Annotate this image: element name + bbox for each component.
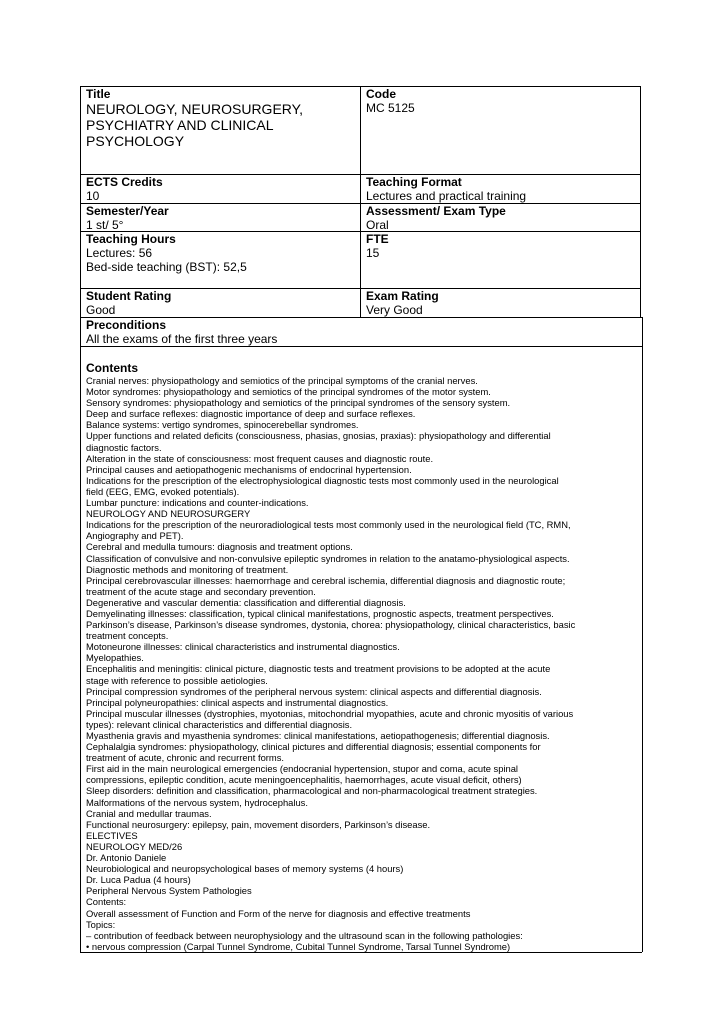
table-border-left (80, 86, 81, 952)
exam-rating-label: Exam Rating (366, 289, 439, 303)
ects-label: ECTS Credits (86, 175, 163, 189)
contents-line: – contribution of feedback between neurophysiology and the ultrasound scan in the following pathologies: (86, 929, 523, 941)
contents-line: Cephalalgia syndromes: physiopathology, clinical pictures and differential diagnosis; essential components for (86, 741, 541, 753)
assessment-label: Assessment/ Exam Type (366, 204, 506, 218)
contents-line: Cerebral and medulla tumours: diagnosis and treatment options. (86, 541, 353, 553)
contents-line: Indications for the prescription of the electrophysiological diagnostic tests most commonly used in the neurological (86, 474, 559, 486)
semester-cell (86, 204, 356, 232)
contents-line: Upper functions and related deficits (consciousness, phasias, gnosias, praxias): physiopathology and differential (86, 430, 551, 442)
teaching-hours-line: Bed-side teaching (BST): 52,5 (86, 260, 247, 274)
contents-line: treatment concepts. (86, 630, 169, 642)
contents-line: Overall assessment of Function and Form of the nerve for diagnosis and effective treatments (86, 907, 471, 919)
code-label: Code (366, 87, 396, 101)
contents-line: Encephalitis and meningitis: clinical picture, diagnostic tests and treatment provisions to be adopted at the acute (86, 663, 551, 675)
contents-line: diagnostic factors. (86, 441, 162, 453)
semester-value: 1 st/ 5° (86, 218, 124, 232)
contents-line: Myelopathies. (86, 652, 144, 664)
contents-line: Parkinson’s disease, Parkinson’s disease syndromes, dystonia, chorea: physiopathology, clinical characteristics, basic (86, 619, 576, 631)
contents-heading: Contents (86, 361, 138, 375)
exam-rating-cell (366, 289, 636, 317)
fte-value: 15 (366, 246, 380, 260)
table-column-divider (360, 86, 361, 317)
contents-line: Principal compression syndromes of the peripheral nervous system: clinical aspects and differential diagnosis. (86, 685, 542, 697)
contents-line: NEUROLOGY MED/26 (86, 840, 183, 852)
contents-line: treatment of acute, chronic and recurrent forms. (86, 752, 285, 764)
contents-line: Sensory syndromes: physiopathology and semiotics of the principal syndromes of the sensory system. (86, 397, 511, 409)
contents-line: compressions, epileptic condition, acute meningoencephalitis, haemorrhages, acute visual deficit, others) (86, 774, 522, 786)
contents-line: Cranial nerves: physiopathology and semiotics of the principal symptoms of the cranial nerves. (86, 375, 478, 386)
teaching-format-value: Lectures and practical training (366, 189, 527, 203)
contents-line: Peripheral Nervous System Pathologies (86, 885, 252, 897)
contents-line: Principal muscular illnesses (dystrophies, myotonias, mitochondrial myopathies, acute and chronic myositis of various (86, 707, 574, 719)
contents-line: Contents: (86, 896, 127, 908)
table-border-right (640, 86, 641, 317)
contents-line: Indications for the prescription of the neuroradiological tests most commonly used in the neurological field (TC, RMN, (86, 519, 571, 531)
table-border-right (642, 317, 643, 952)
contents-line: Angiography and PET). (86, 530, 184, 542)
fte-cell (366, 232, 636, 260)
preconditions-value: All the exams of the first three years (86, 332, 278, 346)
teaching-hours-line: Lectures: 56 (86, 246, 153, 260)
contents-line: First aid in the main neurological emergencies (endocranial hypertension, stupor and coma, acute spinal (86, 763, 519, 775)
contents-line: Alteration in the state of consciousness: most frequent causes and diagnostic route. (86, 452, 434, 464)
teaching-format-cell (366, 175, 636, 203)
teaching-hours-cell (86, 232, 356, 274)
contents-line: field (EEG, EMG, evoked potentials). (86, 485, 240, 497)
contents-line: Neurobiological and neuropsychological bases of memory systems (4 hours) (86, 863, 404, 875)
contents-line: Lumbar puncture: indications and counter-indications. (86, 497, 309, 509)
course-title-line: NEUROLOGY, NEUROSURGERY, (86, 101, 304, 117)
contents-line: ELECTIVES (86, 829, 138, 841)
contents-line: Balance systems: vertigo syndromes, spinocerebellar syndromes. (86, 419, 359, 431)
preconditions-cell (86, 318, 636, 346)
teaching-hours-label: Teaching Hours (86, 232, 176, 246)
semester-label: Semester/Year (86, 204, 169, 218)
fte-label: FTE (366, 232, 389, 246)
contents-line: stage with reference to possible aetiologies. (86, 674, 268, 686)
course-title-line: PSYCHIATRY AND CLINICAL (86, 117, 274, 133)
code-cell (366, 87, 636, 115)
student-rating-value: Good (86, 303, 116, 317)
contents-line: Degenerative and vascular dementia: classification and differential diagnosis. (86, 596, 406, 608)
contents-line: Classification of convulsive and non-convulsive epileptic syndromes in relation to the anatamo-physiological aspects. (86, 552, 570, 564)
contents-line: Principal cerebrovascular illnesses: haemorrhage and cerebral ischemia, differential diagnosis and diagnostic route; (86, 574, 566, 586)
course-title-line: PSYCHOLOGY (86, 133, 185, 149)
contents-lines (86, 375, 641, 952)
contents-line: Diagnostic methods and monitoring of treatment. (86, 563, 289, 575)
assessment-cell (366, 204, 636, 232)
table-border-bottom (80, 952, 642, 953)
contents-line: Sleep disorders: definition and classification, pharmacological and non-pharmacological treatment strategies. (86, 785, 538, 797)
contents-line: Dr. Luca Padua (4 hours) (86, 874, 191, 886)
exam-rating-value: Very Good (366, 303, 423, 317)
contents-line: Dr. Antonio Daniele (86, 852, 167, 864)
contents-line: NEUROLOGY AND NEUROSURGERY (86, 508, 251, 520)
teaching-format-label: Teaching Format (366, 175, 462, 189)
ects-cell (86, 175, 356, 203)
contents-line: Functional neurosurgery: epilepsy, pain, movement disorders, Parkinson’s disease. (86, 818, 431, 830)
contents-line: Motor syndromes: physiopathology and semiotics of the principal syndromes of the motor system. (86, 386, 491, 398)
contents-line: • nervous compression (Carpal Tunnel Syndrome, Cubital Tunnel Syndrome, Tarsal Tunnel Syndrome) (86, 940, 511, 952)
contents-line: Malformations of the nervous system, hydrocephalus. (86, 796, 308, 808)
student-rating-cell (86, 289, 356, 317)
contents-line: Cranial and medullar traumas. (86, 807, 212, 819)
title-cell (86, 87, 356, 149)
contents-line: Myasthenia gravis and myasthenia syndromes: clinical manifestations, aetiopathogenesis; differential diagnosis. (86, 730, 550, 741)
contents-section (86, 361, 641, 952)
contents-line: Deep and surface reflexes: diagnostic importance of deep and surface reflexes. (86, 408, 416, 420)
contents-line: Demyelinating illnesses: classification, typical clinical manifestations, prognostic aspects, treatment perspectives. (86, 607, 554, 619)
contents-line: types): relevant clinical characteristics and differential diagnosis. (86, 718, 353, 730)
code-value: MC 5125 (366, 101, 415, 115)
contents-line: Motoneurone illnesses: clinical characteristics and instrumental diagnostics. (86, 641, 400, 653)
preconditions-label: Preconditions (86, 318, 167, 332)
contents-line: treatment of the acute stage and secondary prevention. (86, 585, 316, 597)
contents-line: Principal polyneuropathies: clinical aspects and instrumental diagnostics. (86, 696, 389, 708)
student-rating-label: Student Rating (86, 289, 172, 303)
contents-line: Topics: (86, 918, 116, 930)
assessment-value: Oral (366, 218, 389, 232)
table-rule (80, 346, 642, 347)
ects-value: 10 (86, 189, 100, 203)
contents-line: Principal causes and aetiopathogenic mechanisms of endocrinal hypertension. (86, 463, 412, 475)
title-label: Title (86, 87, 111, 101)
